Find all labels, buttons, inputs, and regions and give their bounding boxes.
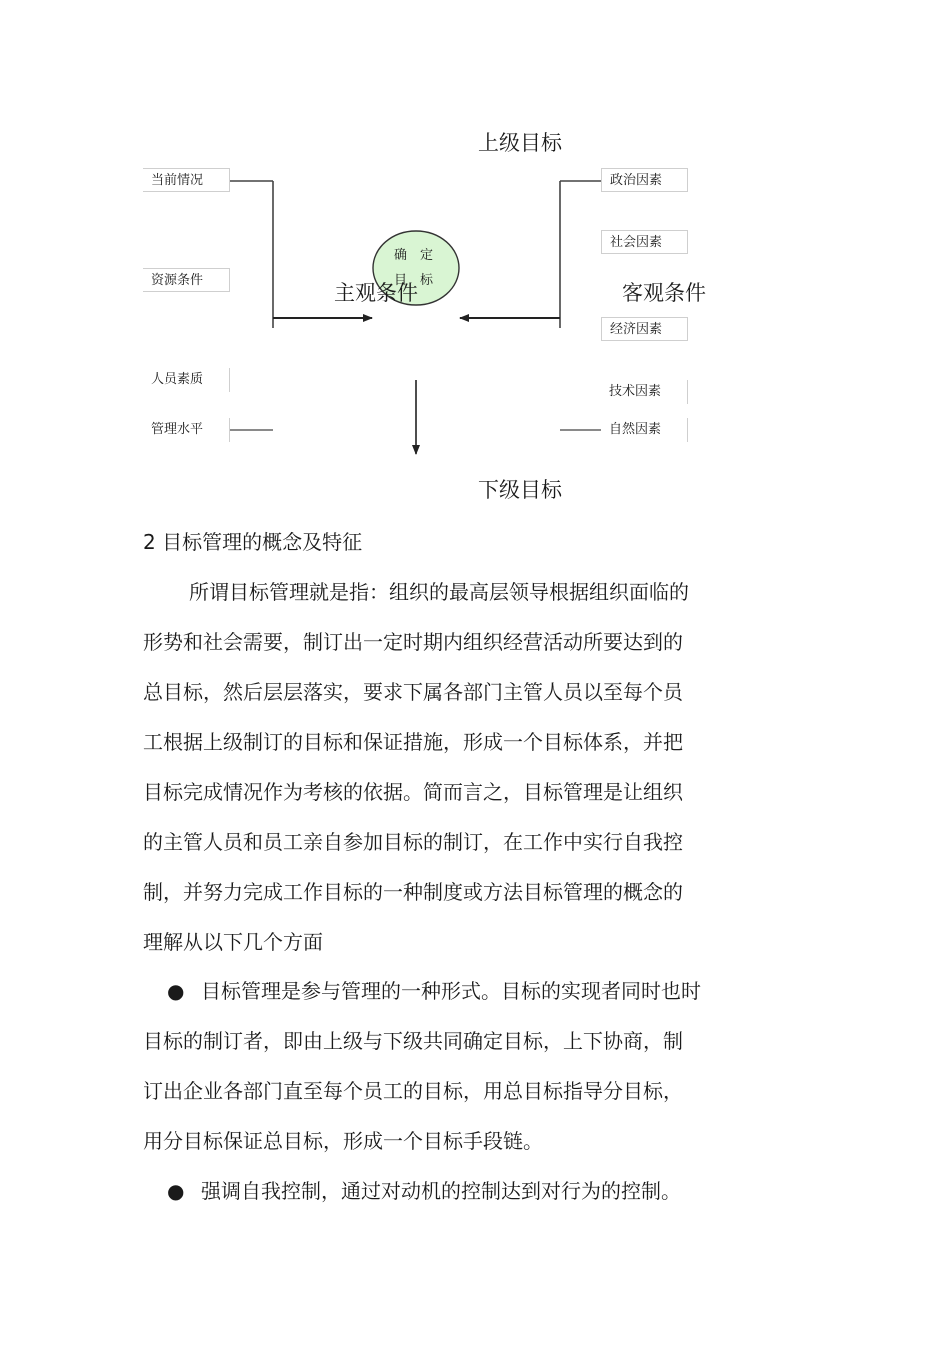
bullet-first-line: [143, 1179, 763, 1229]
center-text-line2: 目 标: [394, 273, 434, 288]
factor-management-level: 管理水平: [143, 418, 230, 442]
definition-paragraph: [143, 580, 763, 980]
bullet-item-1: [143, 979, 763, 1179]
lower-goal-label: 下级目标: [478, 478, 562, 502]
center-text-line1: 确 定: [394, 248, 434, 263]
bullet-item-2: [143, 1179, 763, 1229]
factor-social: 社会因素: [601, 230, 688, 254]
factor-resource-conditions: 资源条件: [143, 268, 230, 292]
paragraph-line: 所谓目标管理就是指：组织的最高层领导根据组织面临的: [189, 580, 689, 604]
factor-political: 政治因素: [601, 168, 688, 192]
paragraph-line: 目标完成情况作为考核的依据。简而言之，目标管理是让组织: [143, 780, 683, 804]
factor-natural: 自然因素: [601, 418, 688, 442]
paragraph-line: 理解从以下几个方面: [143, 930, 323, 954]
paragraph-line: 制，并努力完成工作目标的一种制度或方法目标管理的概念的: [143, 880, 683, 904]
bullet-text: 目标管理是参与管理的一种形式。目标的实现者同时也时: [201, 979, 701, 1003]
paragraph-line: 总目标，然后层层落实，要求下属各部门主管人员以至每个员: [143, 680, 683, 704]
factor-current-situation: 当前情况: [143, 168, 230, 192]
bullet-dot-icon: ●: [167, 1179, 185, 1203]
bullet-line: 用分目标保证总目标，形成一个目标手段链。: [143, 1129, 543, 1153]
goal-setting-diagram: [0, 0, 950, 520]
paragraph-line: 的主管人员和员工亲自参加目标的制订，在工作中实行自我控: [143, 830, 683, 854]
section-heading: 2 目标管理的概念及特征: [143, 530, 363, 554]
objective-conditions-label: 客观条件: [622, 281, 706, 305]
factor-technical: 技术因素: [601, 380, 688, 404]
factor-personnel-quality: 人员素质: [143, 368, 230, 392]
bullet-dot-icon: ●: [167, 979, 185, 1003]
factor-economic: 经济因素: [601, 317, 688, 341]
subjective-conditions-label: 主观条件: [334, 281, 418, 305]
diagram-lines: [0, 0, 950, 520]
upper-goal-label: 上级目标: [478, 131, 562, 155]
paragraph-line: 形势和社会需要，制订出一定时期内组织经营活动所要达到的: [143, 630, 683, 654]
bullet-text: 强调自我控制，通过对动机的控制达到对行为的控制。: [201, 1179, 681, 1203]
bullet-first-line: [143, 979, 763, 1029]
bullet-line: 订出企业各部门直至每个员工的目标，用总目标指导分目标，: [143, 1079, 683, 1103]
bullet-line: 目标的制订者，即由上级与下级共同确定目标，上下协商，制: [143, 1029, 683, 1053]
paragraph-line: 工根据上级制订的目标和保证措施，形成一个目标体系，并把: [143, 730, 683, 754]
